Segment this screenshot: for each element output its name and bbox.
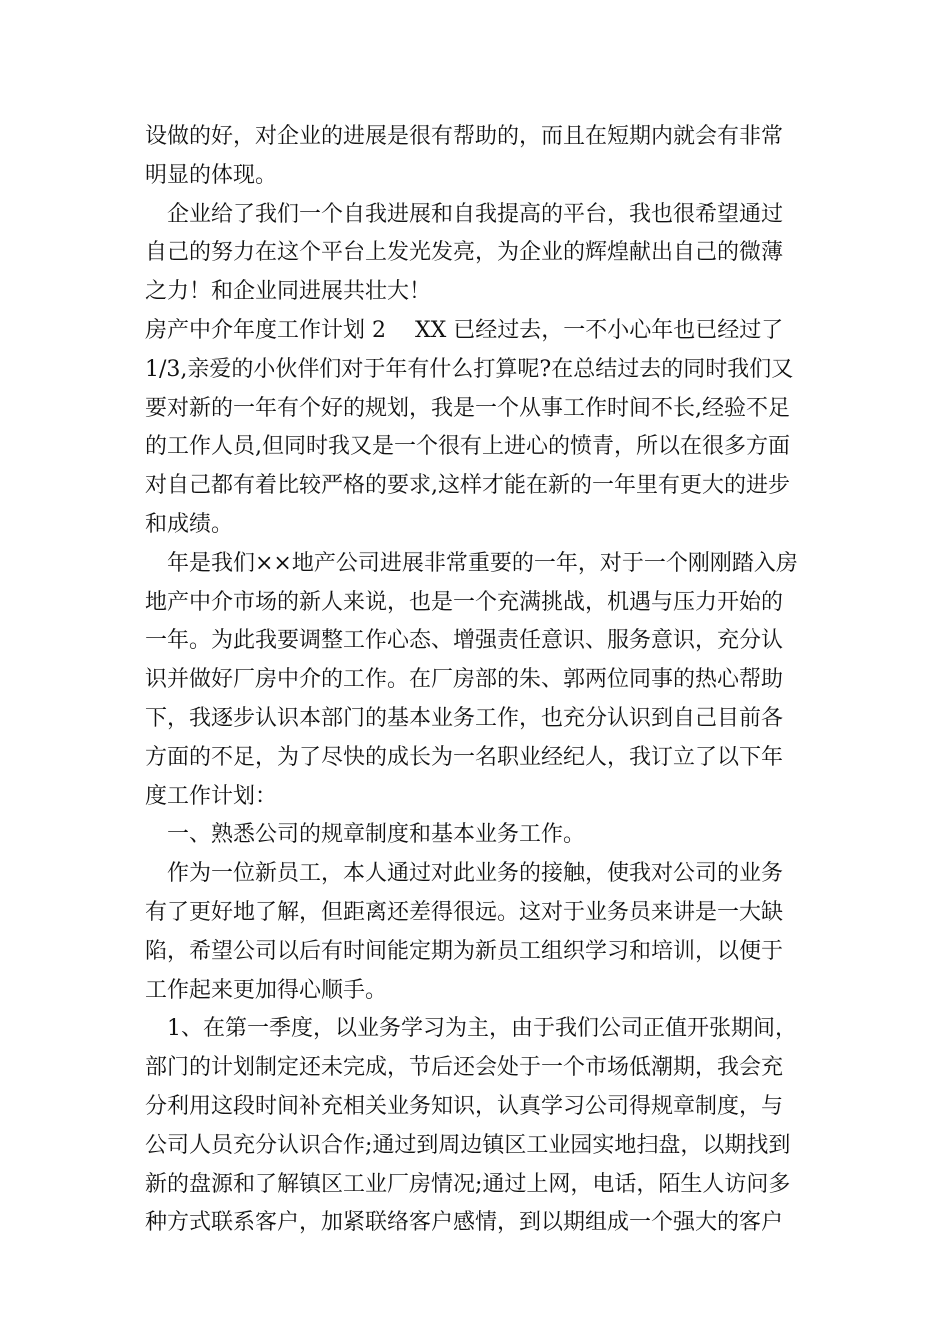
text-line: 对自己都有着比较严格的要求,这样才能在新的一年里有更大的进步	[145, 473, 790, 499]
text-line: 一年。为此我要调整工作心态、增强责任意识、服务意识，充分认	[145, 628, 784, 654]
paragraph-start-line: 企业给了我们一个自我进展和自我提高的平台，我也很希望通过	[167, 201, 784, 227]
heading-line: 一、熟悉公司的规章制度和基本业务工作。	[167, 822, 586, 848]
text-line: 的工作人员,但同时我又是一个很有上进心的愤青，所以在很多方面	[145, 434, 790, 460]
text-line: 有了更好地了解，但距离还差得很远。这对于业务员来讲是一大缺	[145, 899, 784, 925]
text-line: 识并做好厂房中介的工作。在厂房部的朱、郭两位同事的热心帮助	[145, 667, 784, 693]
text-line: 1/3,亲爱的小伙伴们对于年有什么打算呢?在总结过去的同时我们又	[145, 356, 794, 382]
text-line: 设做的好，对企业的进展是很有帮助的，而且在短期内就会有非常	[145, 124, 784, 149]
text-line: 分利用这段时间补充相关业务知识，认真学习公司得规章制度，与	[145, 1093, 784, 1119]
text-line: 种方式联系客户，加紧联络客户感情，到以期组成一个强大的客户	[145, 1210, 784, 1236]
text-line: 下，我逐步认识本部门的基本业务工作，也充分认识到自己目前各	[145, 705, 784, 731]
text-line: 明显的体现。	[145, 162, 278, 188]
text-line: 新的盘源和了解镇区工业厂房情况;通过上网，电话，陌生人访问多	[145, 1171, 791, 1197]
text-line: 地产中介市场的新人来说，也是一个充满挑战，机遇与压力开始的	[145, 589, 784, 615]
section-title-line: 房产中介年度工作计划 2 XX 已经过去，一不小心年也已经过了	[145, 317, 784, 343]
text-line: 要对新的一年有个好的规划，我是一个从事工作时间不长,经验不足	[145, 395, 790, 421]
paragraph-start-line: 年是我们××地产公司进展非常重要的一年，对于一个刚刚踏入房	[167, 550, 798, 576]
text-line: 和成绩。	[145, 511, 234, 537]
text-line: 陷，希望公司以后有时间能定期为新员工组织学习和培训，以便于	[145, 938, 784, 964]
document-body	[145, 118, 807, 1243]
text-line: 之力！和企业同进展共壮大！	[145, 279, 432, 305]
list-item-line: 1、在第一季度，以业务学习为主，由于我们公司正值开张期间，	[167, 1016, 797, 1042]
paragraph-start-line: 作为一位新员工，本人通过对此业务的接触，使我对公司的业务	[167, 861, 784, 887]
text-line: 自己的努力在这个平台上发光发亮，为企业的辉煌献出自己的微薄	[145, 240, 784, 266]
text-line: 工作起来更加得心顺手。	[145, 977, 388, 1003]
text-line: 部门的计划制定还未完成，节后还会处于一个市场低潮期，我会充	[145, 1055, 784, 1081]
text-line: 度工作计划：	[145, 783, 278, 809]
text-line: 公司人员充分认识合作;通过到周边镇区工业园实地扫盘，以期找到	[145, 1132, 791, 1158]
text-line: 方面的不足，为了尽快的成长为一名职业经纪人，我订立了以下年	[145, 744, 784, 770]
